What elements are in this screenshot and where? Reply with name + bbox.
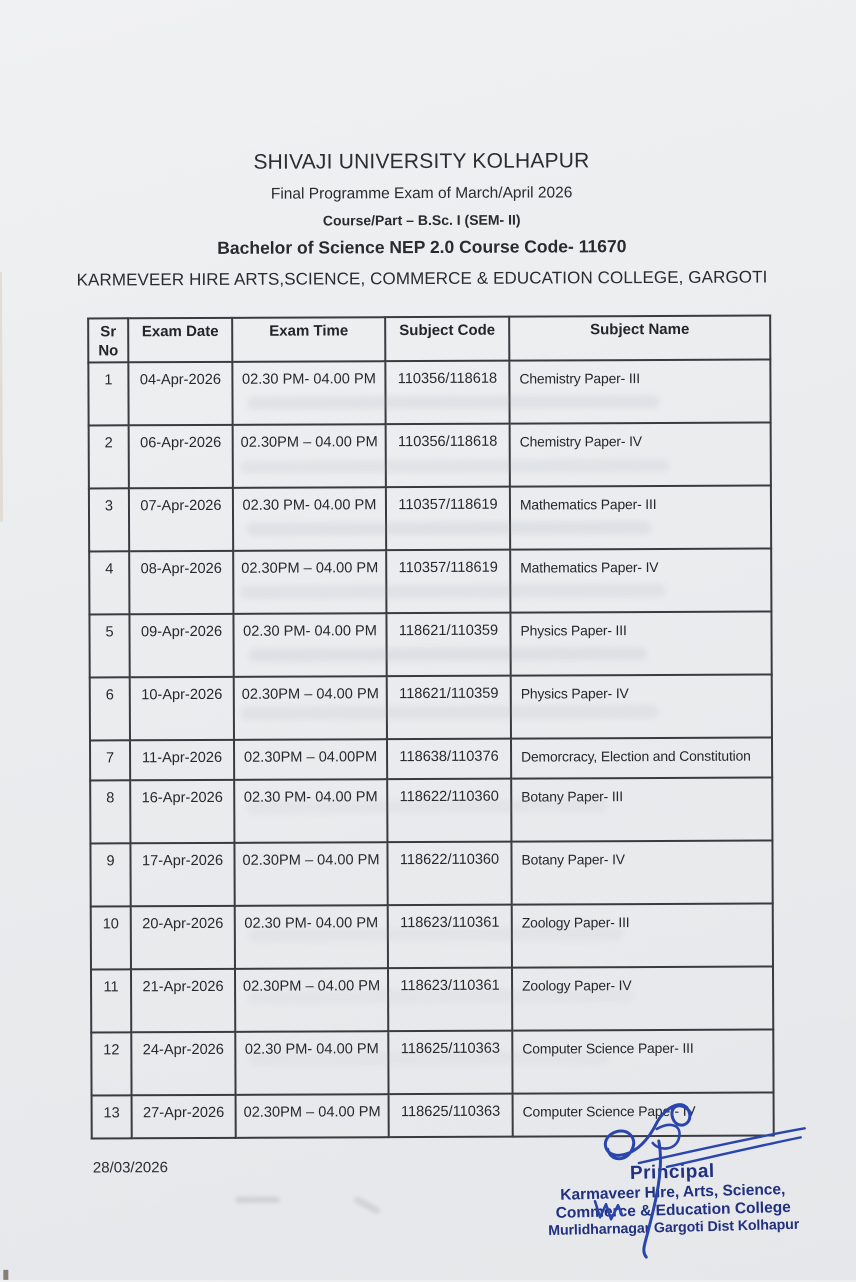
cell-subject-name: Zoology Paper- III	[512, 903, 773, 967]
table-header-row	[88, 316, 770, 362]
cell-exam-date: 11-Apr-2026	[130, 739, 234, 779]
cell-sr-no: 10	[91, 906, 131, 969]
cell-subject-name: Demorcracy, Election and Constitution	[511, 737, 772, 778]
university-title: SHIVAJI UNIVERSITY KOLHAPUR	[253, 149, 590, 174]
table-row	[90, 840, 772, 906]
bleed-through-mark	[247, 395, 659, 410]
bleed-through-mark	[249, 647, 647, 662]
cell-sr-no: 5	[89, 614, 129, 677]
cell-exam-time: 02.30PM – 04.00 PM	[233, 424, 386, 488]
cell-exam-date: 07-Apr-2026	[129, 487, 233, 550]
bleed-through-mark	[248, 1051, 608, 1066]
cell-exam-date: 20-Apr-2026	[131, 905, 235, 968]
cell-exam-date: 21-Apr-2026	[131, 968, 235, 1031]
course-part-line: Course/Part – B.Sc. I (SEM- II)	[322, 211, 521, 229]
cell-exam-time: 02.30 PM- 04.00 PM	[232, 361, 385, 425]
cell-subject-name: Computer Science Paper- III	[512, 1029, 773, 1093]
cell-sr-no: 3	[89, 488, 129, 551]
cell-exam-time: 02.30 PM- 04.00 PM	[233, 487, 386, 551]
header-subject-name: Subject Name	[509, 316, 770, 361]
cell-subject-code: 118622/110360	[387, 841, 511, 905]
cell-sr-no: 12	[91, 1032, 131, 1095]
table-row	[89, 422, 771, 488]
cell-exam-time: 02.30 PM- 04.00 PM	[235, 1031, 388, 1095]
programme-line: Final Programme Exam of March/April 2026	[270, 184, 573, 203]
table-row	[89, 611, 771, 677]
cell-exam-time: 02.30 PM- 04.00 PM	[233, 613, 386, 677]
scan-edge-artifact	[0, 272, 3, 522]
cell-subject-code: 110356/118618	[386, 423, 510, 487]
cell-subject-code: 118625/110363	[389, 1093, 513, 1137]
cell-exam-time: 02.30 PM- 04.00 PM	[235, 905, 388, 969]
cell-exam-time: 02.30 PM- 04.00 PM	[234, 779, 387, 843]
cell-exam-date: 17-Apr-2026	[130, 842, 234, 905]
cell-sr-no: 13	[92, 1095, 132, 1138]
header-sr-no: Sr No	[88, 318, 128, 362]
cell-subject-name: Physics Paper- III	[510, 611, 771, 675]
cell-exam-time: 02.30PM – 04.00 PM	[236, 1094, 389, 1138]
bleed-through-mark	[240, 459, 670, 474]
cell-sr-no: 11	[91, 969, 131, 1032]
cell-exam-time: 02.30PM – 04.00 PM	[234, 676, 387, 740]
cell-exam-date: 06-Apr-2026	[129, 424, 233, 487]
cell-sr-no: 2	[89, 425, 129, 488]
cell-exam-date: 24-Apr-2026	[131, 1031, 235, 1094]
cell-subject-name: Botany Paper- III	[511, 777, 772, 841]
cell-subject-name: Botany Paper- IV	[511, 840, 772, 904]
cell-subject-name: Physics Paper- IV	[511, 674, 772, 738]
header-exam-date: Exam Date	[128, 318, 232, 362]
cell-subject-code: 118623/110361	[388, 967, 512, 1031]
cell-exam-time: 02.30PM – 04.00 PM	[235, 968, 388, 1032]
cell-subject-code: 110357/118619	[386, 486, 510, 550]
cell-exam-time: 02.30PM – 04.00 PM	[234, 842, 387, 906]
bleed-through-mark	[246, 521, 651, 536]
stamp-college-line2: Commerce & Education College	[555, 1198, 792, 1222]
cell-subject-name: Mathematics Paper- III	[510, 485, 771, 549]
cell-exam-date: 09-Apr-2026	[129, 613, 233, 676]
issue-date: 28/03/2026	[92, 1159, 168, 1177]
bleed-through-mark	[240, 584, 665, 599]
college-name-line: KARMEVEER HIRE ARTS,SCIENCE, COMMERCE & EDUCATION COLLEGE, GARGOTI	[76, 267, 768, 290]
cell-subject-name: Mathematics Paper- IV	[510, 548, 771, 612]
cell-exam-date: 16-Apr-2026	[130, 779, 234, 842]
cell-sr-no: 8	[90, 780, 130, 843]
pencil-smudge	[353, 1196, 381, 1214]
cell-sr-no: 4	[89, 551, 129, 614]
table-row	[88, 359, 770, 425]
bleed-through-mark	[241, 705, 659, 720]
cell-exam-time: 02.30PM – 04.00 PM	[233, 550, 386, 614]
exam-timetable	[87, 315, 775, 1139]
cell-subject-code: 110357/118619	[386, 549, 510, 613]
cell-subject-name: Zoology Paper- IV	[512, 966, 773, 1030]
cell-sr-no: 7	[90, 740, 130, 780]
cell-subject-code: 110356/118618	[385, 360, 509, 424]
table-row	[90, 737, 772, 780]
cell-sr-no: 9	[90, 843, 130, 906]
cell-exam-date: 04-Apr-2026	[128, 361, 232, 424]
cell-exam-date: 08-Apr-2026	[129, 550, 233, 613]
cell-exam-date: 10-Apr-2026	[130, 676, 234, 739]
cell-exam-date: 27-Apr-2026	[132, 1094, 236, 1137]
cell-subject-name: Chemistry Paper- III	[509, 359, 770, 423]
cell-subject-code: 118623/110361	[388, 904, 512, 968]
table-row	[89, 485, 771, 551]
signature-scribble	[573, 1098, 834, 1264]
cell-subject-code: 118638/110376	[387, 738, 511, 779]
cell-subject-name: Chemistry Paper- IV	[510, 422, 771, 486]
stamp-college-line1: Karmaveer Hire, Arts, Science,	[560, 1181, 786, 1204]
bleed-through-mark	[248, 927, 623, 942]
cell-subject-code: 118625/110363	[388, 1030, 512, 1094]
cell-subject-code: 118622/110360	[387, 778, 511, 842]
stamp-address-line: Murlidharnagar Gargoti Dist Kolhapur	[548, 1216, 800, 1240]
header-subject-code: Subject Code	[385, 317, 509, 361]
scan-speck	[3, 1270, 8, 1280]
degree-course-code-line: Bachelor of Science NEP 2.0 Course Code- 11670	[217, 236, 627, 258]
header-exam-time: Exam Time	[232, 317, 385, 361]
stamp-designation: Principal	[629, 1160, 715, 1185]
bleed-through-mark	[248, 989, 633, 1004]
table-row	[89, 548, 771, 614]
document-header	[0, 148, 845, 291]
pencil-smudge	[235, 1197, 280, 1203]
bleed-through-mark	[247, 799, 607, 814]
cell-subject-name: Computer Science Paper- IV	[513, 1092, 774, 1136]
cell-sr-no: 1	[88, 362, 128, 425]
cell-subject-code: 118621/110359	[387, 675, 511, 739]
cell-sr-no: 6	[90, 677, 130, 740]
cell-exam-time: 02.30PM – 04.00PM	[234, 739, 387, 780]
cell-subject-code: 118621/110359	[386, 612, 510, 676]
